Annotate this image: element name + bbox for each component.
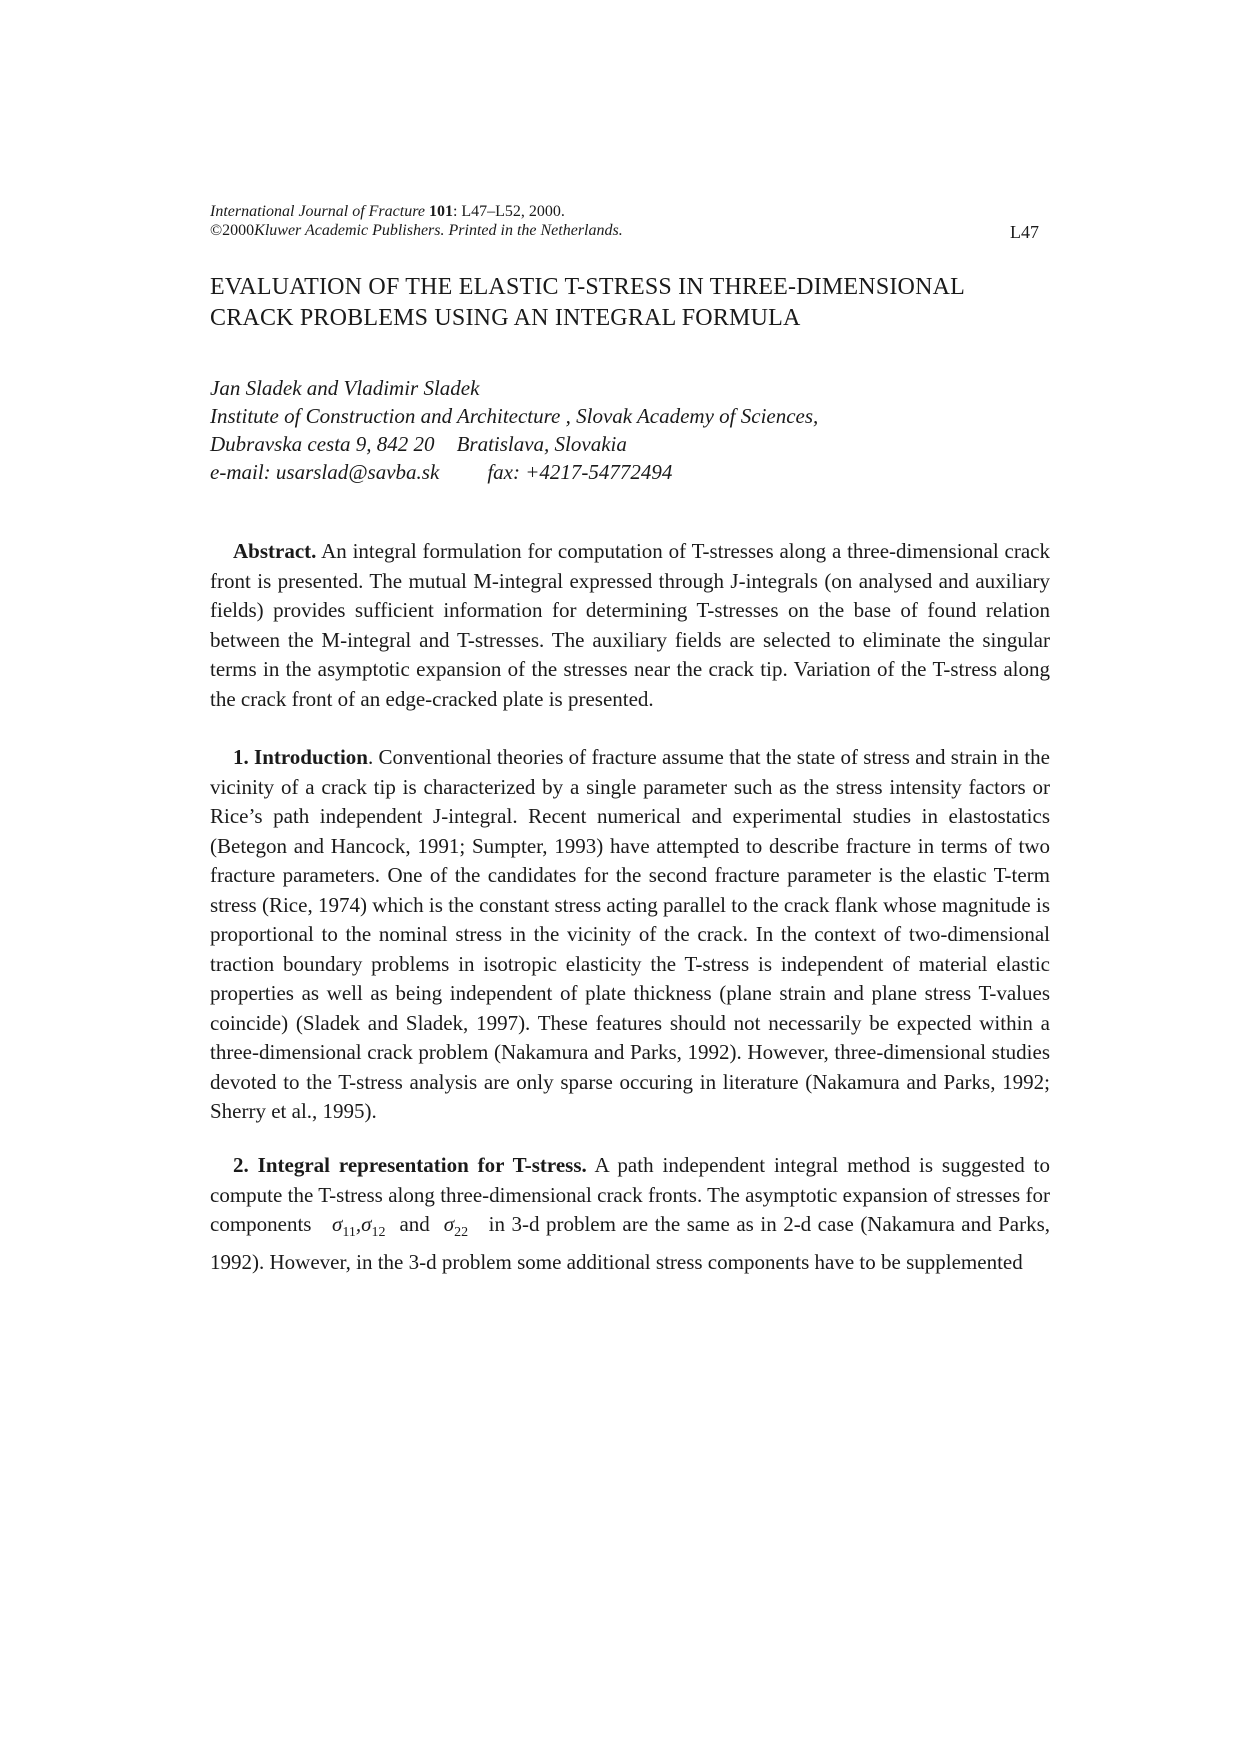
author-contact [210,458,1050,486]
author-email: e-mail: usarslad@savba.sk [210,460,440,484]
abstract-text: An integral formulation for computation of T-stresses along a three-dimensional crack front is presented. The mutual M-integral expressed through J-integrals (on analysed and auxiliary fields) provides sufficient information for determining T-stresses on the base of found relation between the M-integral and T-stresses. The auxiliary fields are selected to eliminate the singular terms in the asymptotic expansion of the stresses near the crack tip. Variation of the T-stress along the crack front of an edge-cracked plate is presented. [210,539,1050,711]
author-names: Jan Sladek and Vladimir Sladek [210,376,480,400]
abstract-paragraph [210,537,1050,714]
author-fax: fax: +4217-54772494 [487,460,673,484]
publisher-text: Kluwer Academic Publishers. Printed in the Netherlands. [254,222,623,239]
section-2-text-before: A path independent integral method is suggested to compute the T-stress along three-dimensional crack fronts. The asymptotic expansion of stresses for components [210,1153,1050,1236]
sigma-22-symbol: $\sigma_{22}$ [443,1212,469,1241]
section-2-heading: 2. Integral representation for T-stress. [233,1153,587,1177]
introduction-heading: 1. Introduction [233,745,368,769]
author-block [210,374,1050,486]
author-affiliation: Institute of Construction and Architecture , Slovak Academy of Sciences, [210,404,819,428]
copyright-year: ©2000 [210,222,255,239]
copyright-line [210,221,1050,240]
abstract-heading: Abstract. [233,539,317,563]
address-street: Dubravska cesta 9, 842 20 [210,432,435,456]
and-word: and [399,1212,430,1236]
title-line-1: EVALUATION OF THE ELASTIC T-STRESS IN THREE-DIMENSIONAL [210,274,966,300]
address-city: Bratislava, Slovakia [456,432,627,456]
sigma-11-symbol: $\sigma_{11},\sigma_{12}$ [331,1212,386,1241]
journal-citation [210,202,1050,221]
paper-title [210,272,1050,334]
journal-pages-year: : L47–L52, 2000. [452,203,565,220]
journal-header [210,202,1050,240]
journal-name: International Journal of Fracture [210,203,425,220]
introduction-text: . Conventional theories of fracture assume that the state of stress and strain in the vicinity of a crack tip is characterized by a single parameter such as the stress intensity factors or Rice’s path independent J-integral. Recent numerical and experimental studies in elastostatics (Betegon and Hancock, 1991; Sumpter, 1993) have attempted to describe fracture in terms of two fracture parameters. One of the candidates for the second fracture parameter is the elastic T-term stress (Rice, 1974) which is the constant stress acting parallel to the crack flank whose magnitude is proportional to the nominal stress in the vicinity of the crack. In the context of two-dimensional traction boundary problems in isotropic elasticity the T-stress is independent of material elastic properties as well as being independent of plate thickness (plane strain and plane stress T-values coincide) (Sladek and Sladek, 1997). These features should not necessarily be expected within a three-dimensional crack problem (Nakamura and Parks, 1992). However, three-dimensional studies devoted to the T-stress analysis are only sparse occuring in literature (Nakamura and Parks, 1992; Sherry et al., 1995). [210,745,1050,1123]
section-2-text-after: in 3-d problem are the same as in 2-d case (Nakamura and Parks, 1992). However, in the 3-d problem some additional stress components have to be supplemented [210,1212,1051,1274]
author-address [210,430,1050,458]
introduction-paragraph [210,743,1050,1127]
page-number: L47 [1010,222,1039,242]
title-line-2: CRACK PROBLEMS USING AN INTEGRAL FORMULA [210,305,801,331]
section-2-paragraph [210,1151,1050,1277]
journal-volume: 101 [428,203,453,220]
